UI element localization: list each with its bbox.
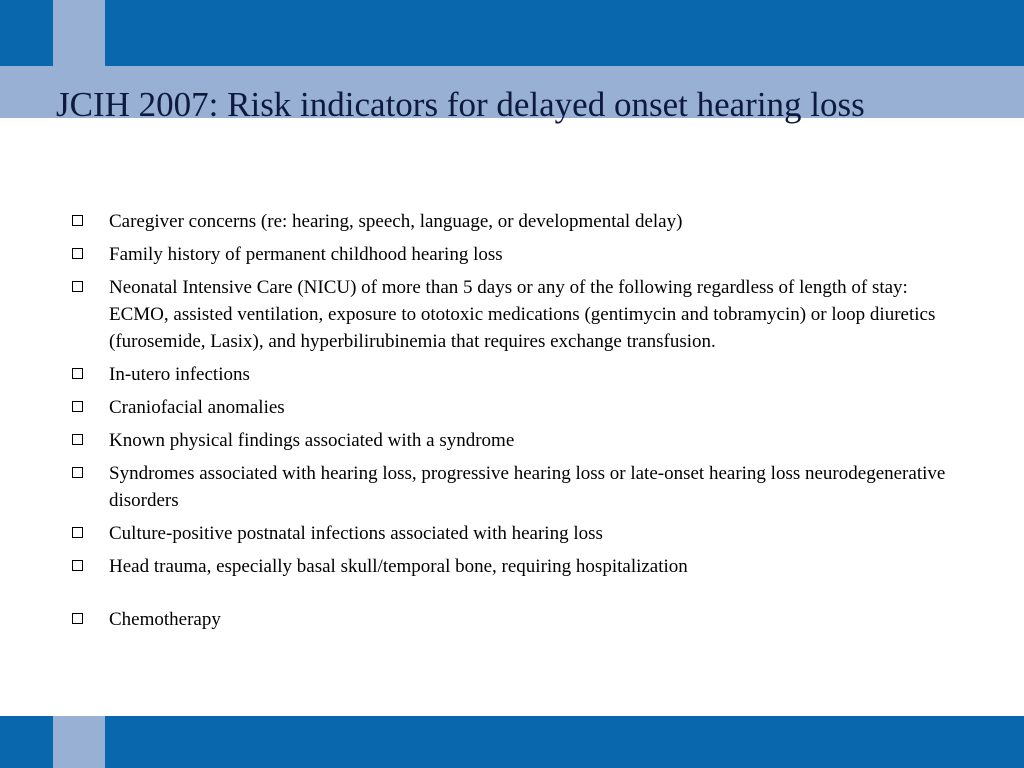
slide-title: JCIH 2007: Risk indicators for delayed onset hearing loss — [56, 85, 865, 124]
bullet-item-family-history — [72, 241, 952, 268]
bullet-item-physical-findings — [72, 427, 952, 454]
bullet-text: Craniofacial anomalies — [109, 397, 285, 418]
header-band-dark — [0, 0, 1024, 66]
hollow-square-icon — [72, 467, 83, 478]
bullet-text: Head trauma, especially basal skull/temporal bone, requiring hospitalization — [109, 556, 688, 577]
bullet-item-caregiver-concerns — [72, 208, 952, 235]
bullet-text: Known physical findings associated with a syndrome — [109, 430, 515, 451]
hollow-square-icon — [72, 368, 83, 379]
bullet-item-nicu — [72, 274, 952, 355]
footer-band-dark — [0, 716, 1024, 768]
bullet-list — [72, 208, 952, 639]
bullet-text: Caregiver concerns (re: hearing, speech, language, or developmental delay) — [109, 211, 683, 232]
bullet-item-syndromes — [72, 460, 952, 514]
bullet-item-postnatal-infections — [72, 520, 952, 547]
bullet-item-craniofacial — [72, 394, 952, 421]
bullet-text: Syndromes associated with hearing loss, progressive hearing loss or late-onset hearing loss neurodegenerative disorders — [109, 463, 946, 511]
bullet-text: Chemotherapy — [109, 609, 221, 630]
bullet-item-in-utero — [72, 361, 952, 388]
bullet-text: Neonatal Intensive Care (NICU) of more than 5 days or any of the following regardless of length of stay: ECMO, assisted ventilation, exposure to ototoxic medications (gentimycin and tobramycin) or loop diuretics (furosemide, Lasix), and hyperbilirubinemia that requires exchange transfusion. — [109, 277, 936, 352]
hollow-square-icon — [72, 560, 83, 571]
hollow-square-icon — [72, 281, 83, 292]
hollow-square-icon — [72, 527, 83, 538]
hollow-square-icon — [72, 248, 83, 259]
footer-accent-column — [53, 716, 105, 768]
hollow-square-icon — [72, 401, 83, 412]
hollow-square-icon — [72, 215, 83, 226]
bullet-text: Culture-positive postnatal infections associated with hearing loss — [109, 523, 603, 544]
hollow-square-icon — [72, 434, 83, 445]
hollow-square-icon — [72, 613, 83, 624]
bullet-item-chemotherapy — [72, 606, 952, 633]
bullet-item-head-trauma — [72, 553, 952, 580]
bullet-text: Family history of permanent childhood hearing loss — [109, 244, 503, 265]
bullet-text: In-utero infections — [109, 364, 250, 385]
